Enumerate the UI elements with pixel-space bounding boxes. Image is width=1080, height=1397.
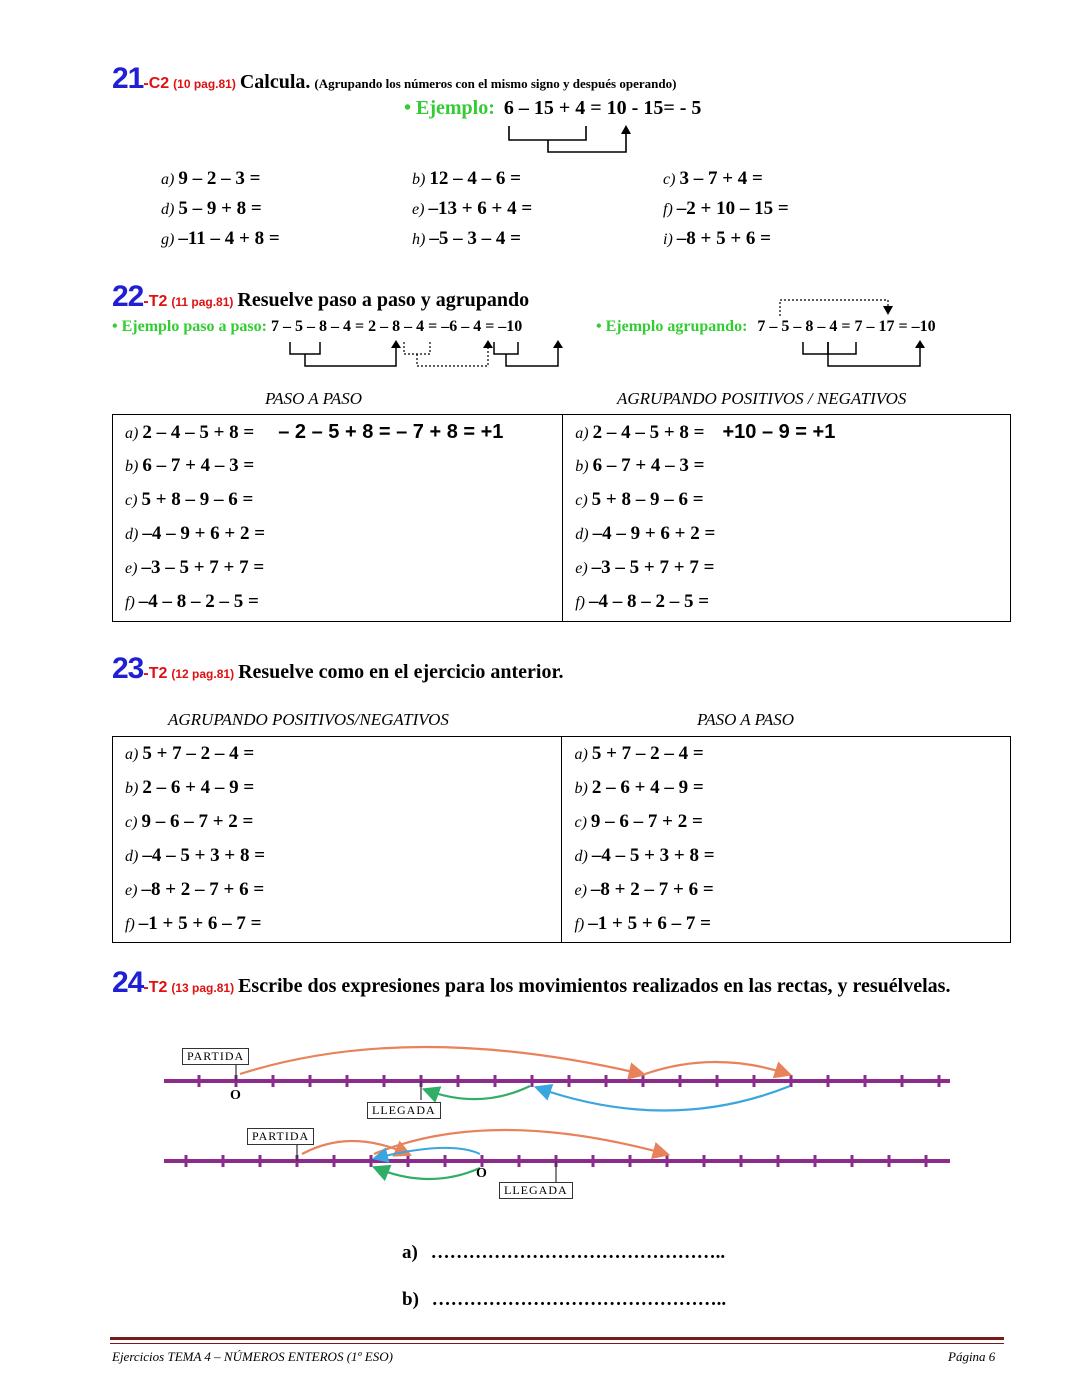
ex24-line1-start-tag: PARTIDA xyxy=(182,1048,249,1065)
table-row: e) –8 + 2 – 7 + 6 = xyxy=(125,879,265,900)
ex21-item-d: d) 5 – 9 + 8 = xyxy=(161,198,262,219)
ex22-a-answer-right: +10 – 9 = +1 xyxy=(722,421,836,443)
table-row: f) –4 – 8 – 2 – 5 = xyxy=(575,591,710,612)
ex22-example-step-expr: 7 – 5 – 8 – 4 = 2 – 8 – 4 = –6 – 4 = –10 xyxy=(270,318,523,335)
table-row: d) –4 – 9 + 6 + 2 = xyxy=(575,523,716,544)
ex23-header xyxy=(112,652,564,686)
ex23-page-ref: (12 pag.81) xyxy=(171,667,235,681)
ex22-number: 22 xyxy=(112,280,144,313)
ex24-number: 24 xyxy=(112,966,144,999)
ex22-code: -T2 xyxy=(143,293,168,310)
table-row: d) –4 – 9 + 6 + 2 = xyxy=(125,523,266,544)
ex22-right-cell xyxy=(563,415,1011,622)
ex21-subtitle: (Agrupando los números con el mismo signo y después operando) xyxy=(314,76,677,91)
ex21-title: Calcula. xyxy=(239,71,311,93)
table-row: f) –4 – 8 – 2 – 5 = xyxy=(125,591,259,612)
ex23-code: -T2 xyxy=(143,665,168,682)
table-row: f) –1 + 5 + 6 – 7 = xyxy=(574,913,711,934)
table-row: b) 2 – 6 + 4 – 9 = xyxy=(125,777,255,798)
ex22-col-right-heading: AGRUPANDO POSITIVOS / NEGATIVOS xyxy=(617,389,907,408)
ex23-title: Resuelve como en el ejercicio anterior. xyxy=(238,661,564,683)
ex22-table xyxy=(112,414,1011,622)
ex21-item-c: c) 3 – 7 + 4 = xyxy=(663,168,763,189)
table-row: e) –8 + 2 – 7 + 6 = xyxy=(574,879,714,900)
ex24-line2-start-tag: PARTIDA xyxy=(247,1128,314,1145)
ex24-answer-a: a) ……………………………………….. xyxy=(402,1242,726,1263)
table-row: b) 2 – 6 + 4 – 9 = xyxy=(574,777,704,798)
table-row: e) –3 – 5 + 7 + 7 = xyxy=(575,557,715,578)
ex22-a-answer-left: – 2 – 5 + 8 = – 7 + 8 = +1 xyxy=(278,421,504,443)
ex21-item-i: i) –8 + 5 + 6 = xyxy=(663,228,772,249)
table-row: b) 6 – 7 + 4 – 3 = xyxy=(125,455,255,476)
ex23-col-right-heading: PASO A PASO xyxy=(697,710,794,729)
table-row: f) –1 + 5 + 6 – 7 = xyxy=(125,913,262,934)
table-row: c) 9 – 6 – 7 + 2 = xyxy=(125,811,254,832)
ex23-col-left-heading: AGRUPANDO POSITIVOS/NEGATIVOS xyxy=(168,710,449,729)
ex24-title: Escribe dos expresiones para los movimientos realizados en las rectas, y resuélvelas. xyxy=(238,975,951,997)
number-line-1 xyxy=(150,1030,970,1120)
table-row: b) 6 – 7 + 4 – 3 = xyxy=(575,455,705,476)
ex21-item-a: a) 9 – 2 – 3 = xyxy=(161,168,261,189)
ex24-page-ref: (13 pag.81) xyxy=(171,981,235,995)
ex24-line2-end-tag: LLEGADA xyxy=(499,1182,573,1199)
ex24-answer-b: b) ……………………………………….. xyxy=(402,1289,727,1310)
ex21-item-e: e) –13 + 6 + 4 = xyxy=(412,198,533,219)
ex24-line2-origin: O xyxy=(476,1166,487,1181)
table-row: a) 2 – 4 – 5 + 8 = +10 – 9 = +1 xyxy=(575,421,836,443)
table-row: c) 5 + 8 – 9 – 6 = xyxy=(575,489,704,510)
ex24-line1-origin: O xyxy=(230,1088,241,1103)
ex23-right-cell xyxy=(562,737,1011,943)
table-row: a) 5 + 7 – 2 – 4 = xyxy=(125,743,255,764)
table-row: e) –3 – 5 + 7 + 7 = xyxy=(125,557,265,578)
table-row: a) 5 + 7 – 2 – 4 = xyxy=(574,743,704,764)
ex21-item-g: g) –11 – 4 + 8 = xyxy=(161,228,280,249)
table-row: c) 9 – 6 – 7 + 2 = xyxy=(574,811,703,832)
ex23-left-cell xyxy=(113,737,562,943)
ex21-header xyxy=(112,62,676,96)
ex21-example-grouping-arrows xyxy=(500,122,640,158)
footer-rule xyxy=(110,1337,1004,1340)
ex21-page-ref: (10 pag.81) xyxy=(173,77,236,91)
ex22-col-left-heading: PASO A PASO xyxy=(265,389,362,408)
ex23-table xyxy=(112,736,1011,943)
ex24-line1-end-tag: LLEGADA xyxy=(367,1102,441,1119)
ex21-item-h: h) –5 – 3 – 4 = xyxy=(412,228,521,249)
footer-left: Ejercicios TEMA 4 – NÚMEROS ENTEROS (1º ESO) xyxy=(112,1349,393,1364)
table-row: a) 2 – 4 – 5 + 8 = – 2 – 5 + 8 = – 7 + 8 = +1 xyxy=(125,421,504,443)
ex21-item-b: b) 12 – 4 – 6 = xyxy=(412,168,521,189)
ex22-example-group-expr: 7 – 5 – 8 – 4 = 7 – 17 = –10 xyxy=(757,318,936,335)
ex22-header xyxy=(112,280,529,314)
ex21-example xyxy=(404,97,701,120)
ex21-code: -C2 xyxy=(143,75,170,92)
footer-page-number: Página 6 xyxy=(948,1349,996,1364)
table-row: d) –4 – 5 + 3 + 8 = xyxy=(125,845,266,866)
ex22-example-group-arrows xyxy=(770,296,940,372)
ex21-number: 21 xyxy=(112,62,144,95)
ex22-title: Resuelve paso a paso y agrupando xyxy=(237,289,530,311)
ex21-example-label: • Ejemplo: xyxy=(404,97,495,119)
table-row: c) 5 + 8 – 9 – 6 = xyxy=(125,489,254,510)
ex22-left-cell xyxy=(113,415,563,622)
ex24-code: -T2 xyxy=(143,979,168,996)
ex24-header xyxy=(112,966,950,1000)
ex22-example-step xyxy=(112,318,522,336)
ex22-example-group-label: • Ejemplo agrupando: xyxy=(596,318,748,335)
ex22-page-ref: (11 pag.81) xyxy=(171,295,234,309)
ex21-item-f: f) –2 + 10 – 15 = xyxy=(663,198,789,219)
ex22-example-step-label: • Ejemplo paso a paso: xyxy=(112,318,267,335)
ex21-example-expr: 6 – 15 + 4 = 10 - 15= - 5 xyxy=(503,97,702,119)
table-row: d) –4 – 5 + 3 + 8 = xyxy=(574,845,715,866)
ex23-number: 23 xyxy=(112,652,144,685)
ex22-example-step-arrows xyxy=(280,338,570,372)
footer-rule-thin xyxy=(110,1343,1004,1344)
